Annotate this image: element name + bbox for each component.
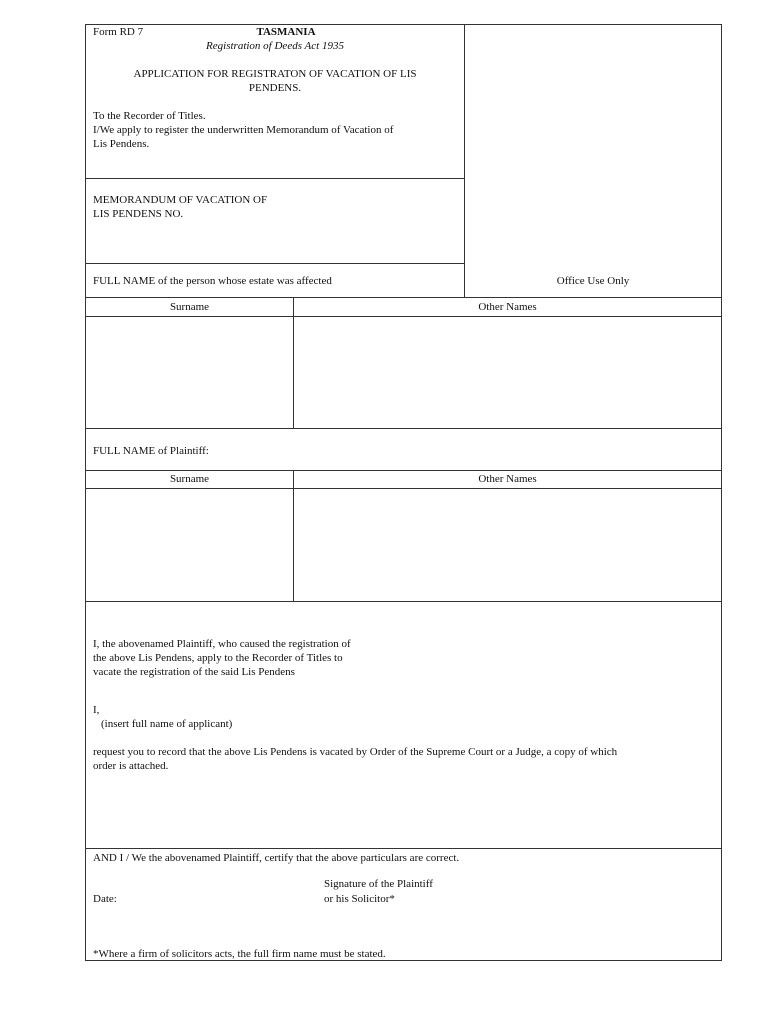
form-title-line1: APPLICATION FOR REGISTRATON OF VACATION OF LIS [133,68,417,80]
memorandum-bottom-line [85,263,465,264]
plaintiff-other-names-field[interactable] [294,489,721,601]
recorder-address: To the Recorder of Titles. [93,110,206,122]
plaintiff-full-name-label: FULL NAME of Plaintiff: [93,445,209,457]
apply-statement-line2: Lis Pendens. [93,138,150,150]
plaintiff-surname-field[interactable] [86,489,293,601]
estate-surname-header: Surname [169,301,210,313]
plaintiff-table-top [85,470,722,471]
certification-top-line [85,848,722,849]
memorandum-label-line1: MEMORANDUM OF VACATION OF [93,194,268,206]
header-bottom-line [85,178,465,179]
apply-statement-line1: I/We apply to register the underwritten Memorandum of Vacation of [93,124,394,136]
footnote: *Where a firm of solicitors acts, the full firm name must be stated. [93,948,386,960]
frame-top [85,24,722,25]
estate-full-name-label: FULL NAME of the person whose estate was affected [93,275,332,287]
estate-other-names-header: Other Names [478,301,537,313]
applicant-i-label: I, [93,704,100,716]
plaintiff-other-names-header: Other Names [478,473,537,485]
declaration-line3: vacate the registration of the said Lis Pendens [93,666,295,678]
request-line1: request you to record that the above Lis Pendens is vacated by Order of the Supreme Court or a Judge, a copy of which [93,746,618,758]
estate-table-top [85,297,722,298]
declaration-line1: I, the abovenamed Plaintiff, who caused the registration of [93,638,351,650]
form-number: Form RD 7 [93,26,144,38]
certification-statement: AND I / We the abovenamed Plaintiff, certify that the above particulars are correct. [93,852,460,864]
header-divider-vertical [464,24,465,298]
plaintiff-surname-header: Surname [169,473,210,485]
state-title: TASMANIA [256,26,316,38]
act-name: Registration of Deeds Act 1935 [206,40,344,52]
estate-table-bottom [85,428,722,429]
frame-right [721,24,722,961]
office-use-label: Office Use Only [556,275,630,287]
estate-other-names-field[interactable] [294,317,721,428]
declaration-line2: the above Lis Pendens, apply to the Recorder of Titles to [93,652,343,664]
insert-name-hint: (insert full name of applicant) [101,718,233,730]
form-title-line2: PENDENS. [248,82,302,94]
estate-surname-field[interactable] [86,317,293,428]
plaintiff-table-bottom [85,601,722,602]
signature-label-line1: Signature of the Plaintiff [324,878,433,890]
memorandum-label-line2: LIS PENDENS NO. [93,208,184,220]
signature-label-line2: or his Solicitor* [324,893,395,905]
request-line2: order is attached. [93,760,169,772]
date-label: Date: [93,893,117,905]
